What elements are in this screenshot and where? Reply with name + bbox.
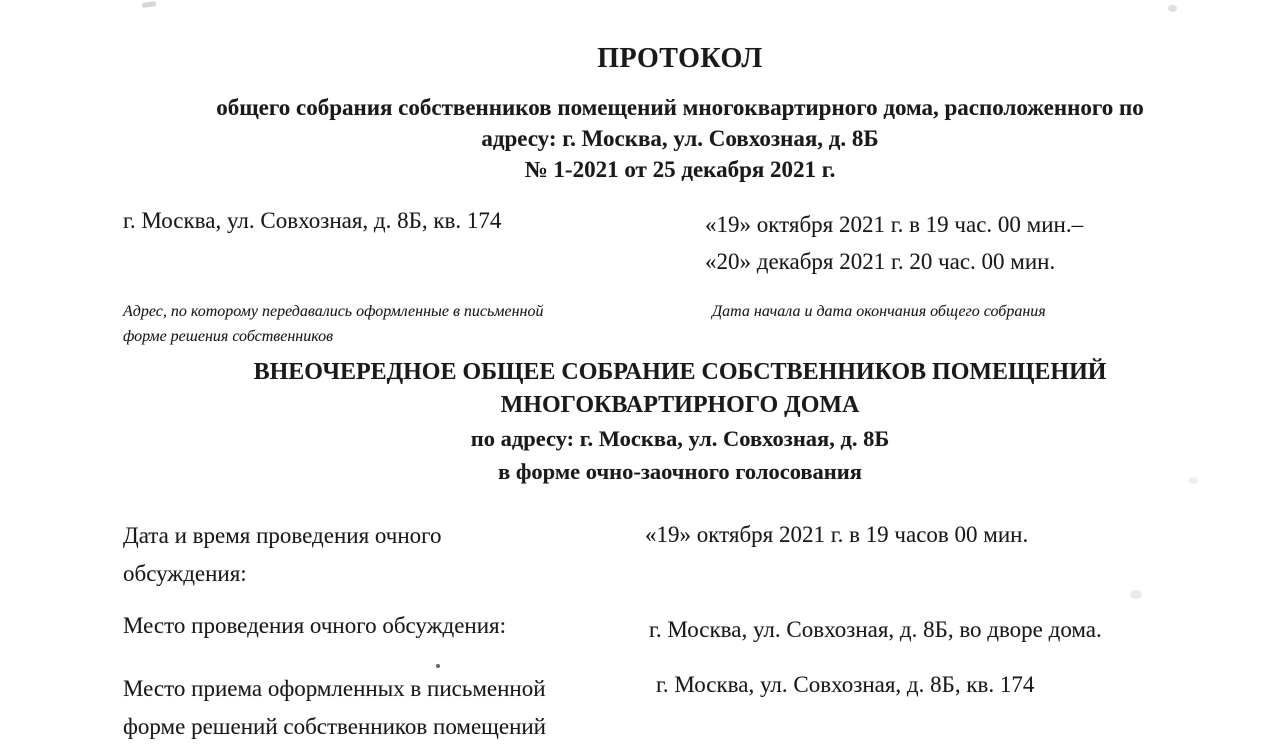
subtitle-line-2: адресу: г. Москва, ул. Совхозная, д. 8Б xyxy=(481,126,879,151)
subtitle-line-1: общего собрания собственников помещений многоквартирного дома, расположенного по xyxy=(216,95,1144,120)
address-caption-line-2: форме решения собственников xyxy=(123,327,334,345)
period-caption: Дата начала и дата окончания общего собрания xyxy=(712,303,1046,320)
detail-label-decisions-place xyxy=(123,670,688,746)
subtitle-line-3: № 1-2021 от 25 декабря 2021 г. xyxy=(524,157,836,182)
period-end-line: «20» декабря 2021 г. 20 час. 00 мин. xyxy=(705,249,1056,274)
scan-artifact xyxy=(436,664,440,668)
meeting-heading-line-3: по адресу: г. Москва, ул. Совхозная, д. 8Б xyxy=(470,426,890,451)
scan-artifact xyxy=(1130,590,1142,599)
meeting-heading-line-4: в форме очно-заочного голосования xyxy=(498,459,862,484)
scan-artifact xyxy=(142,1,157,8)
decision-submission-address: г. Москва, ул. Совхозная, д. 8Б, кв. 174 xyxy=(123,208,502,233)
detail-value-discussion-place: г. Москва, ул. Совхозная, д. 8Б, во дворе дома. xyxy=(649,617,1102,642)
address-caption-line-1: Адрес, по которому передавались оформленные в письменной xyxy=(123,303,544,320)
detail-label-line: Место проведения очного обсуждения: xyxy=(123,613,507,638)
period-start-line: «19» октября 2021 г. в 19 час. 00 мин.– xyxy=(705,212,1084,237)
address-caption xyxy=(123,300,623,349)
meeting-heading-line-1: ВНЕОЧЕРЕДНОЕ ОБЩЕЕ СОБРАНИЕ СОБСТВЕННИКОВ ПОМЕЩЕНИЙ xyxy=(253,359,1107,385)
meeting-heading-line-2: МНОГОКВАРТИРНОГО ДОМА xyxy=(500,392,860,418)
detail-label-discussion-datetime xyxy=(123,517,613,593)
detail-value-decisions-place: г. Москва, ул. Совхозная, д. 8Б, кв. 174 xyxy=(656,672,1035,697)
meeting-period xyxy=(705,206,1083,280)
detail-label-discussion-place xyxy=(123,607,683,645)
meeting-heading xyxy=(123,356,1237,488)
detail-label-line: форме решений собственников помещений xyxy=(123,714,546,739)
detail-label-line: Дата и время проведения очного xyxy=(123,523,442,548)
detail-label-line: обсуждения: xyxy=(123,561,247,586)
document-subtitle xyxy=(123,92,1237,185)
detail-label-line: Место приема оформленных в письменной xyxy=(123,676,546,701)
scan-artifact xyxy=(1168,5,1177,12)
detail-value-discussion-datetime: «19» октября 2021 г. в 19 часов 00 мин. xyxy=(645,522,1029,547)
document-title: ПРОТОКОЛ xyxy=(597,43,763,74)
